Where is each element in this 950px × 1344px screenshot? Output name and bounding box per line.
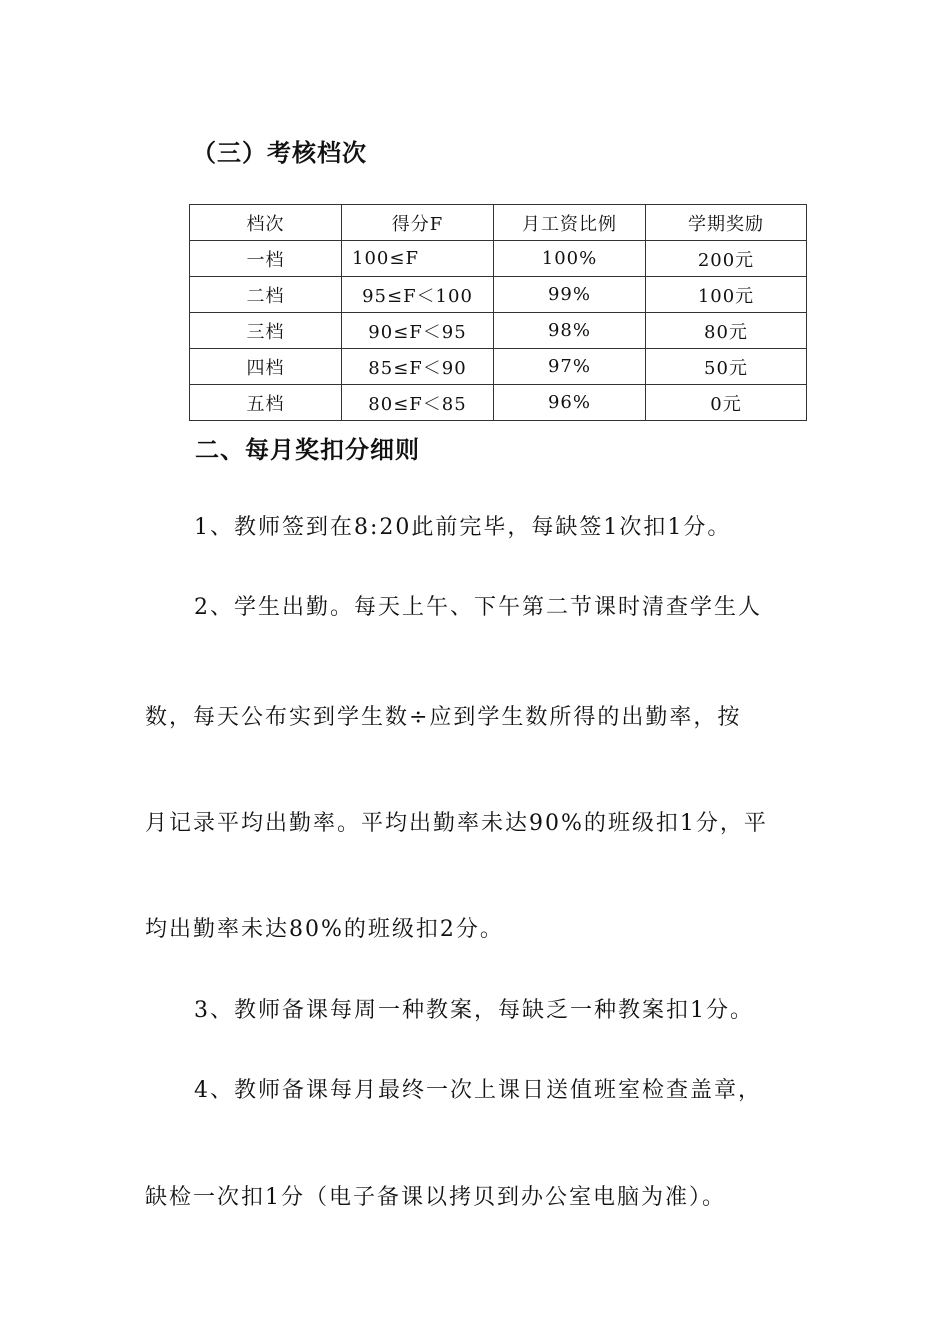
rule-2-line-4: 均出勤率未达80%的班级扣2分。 (145, 917, 504, 942)
table-row (190, 349, 807, 385)
cell-level: 二档 (190, 277, 342, 313)
table-row (190, 385, 807, 421)
cell-semester-reward: 50元 (646, 349, 807, 385)
grade-table (189, 204, 807, 421)
header-level: 档次 (190, 205, 342, 241)
rule-2-line-2: 数，每天公布实到学生数÷应到学生数所得的出勤率，按 (145, 705, 742, 730)
table-row (190, 313, 807, 349)
cell-score: 100≤F (342, 241, 494, 277)
cell-score: 90≤F＜95 (342, 313, 494, 349)
cell-salary-ratio: 97% (494, 349, 646, 385)
rule-1-text: 1、教师签到在8:20此前完毕，每缺签1次扣1分。 (194, 515, 732, 540)
rule-3-text: 3、教师备课每周一种教案，每缺乏一种教案扣1分。 (194, 998, 754, 1023)
section-heading-assessment-levels: （三）考核档次 (192, 139, 367, 167)
cell-score: 95≤F＜100 (342, 277, 494, 313)
cell-level: 三档 (190, 313, 342, 349)
table-header-row (190, 205, 807, 241)
cell-level: 一档 (190, 241, 342, 277)
section-heading-monthly-rules: 二、每月奖扣分细则 (195, 436, 420, 464)
header-salary-ratio: 月工资比例 (494, 205, 646, 241)
rule-2-line-3: 月记录平均出勤率。平均出勤率未达90%的班级扣1分，平 (145, 811, 768, 836)
rule-4-line-1: 4、教师备课每月最终一次上课日送值班室检查盖章， (194, 1078, 762, 1103)
cell-score: 80≤F＜85 (342, 385, 494, 421)
rule-2-line-1: 2、学生出勤。每天上午、下午第二节课时清查学生人 (194, 595, 762, 620)
cell-semester-reward: 0元 (646, 385, 807, 421)
header-score: 得分F (342, 205, 494, 241)
cell-semester-reward: 80元 (646, 313, 807, 349)
cell-salary-ratio: 99% (494, 277, 646, 313)
header-semester-reward: 学期奖励 (646, 205, 807, 241)
cell-salary-ratio: 98% (494, 313, 646, 349)
cell-score: 85≤F＜90 (342, 349, 494, 385)
table-row (190, 241, 807, 277)
rule-4-line-2: 缺检一次扣1分（电子备课以拷贝到办公室电脑为准）。 (145, 1185, 726, 1210)
cell-level: 五档 (190, 385, 342, 421)
cell-level: 四档 (190, 349, 342, 385)
cell-semester-reward: 200元 (646, 241, 807, 277)
cell-semester-reward: 100元 (646, 277, 807, 313)
cell-salary-ratio: 96% (494, 385, 646, 421)
table-row (190, 277, 807, 313)
cell-salary-ratio: 100% (494, 241, 646, 277)
